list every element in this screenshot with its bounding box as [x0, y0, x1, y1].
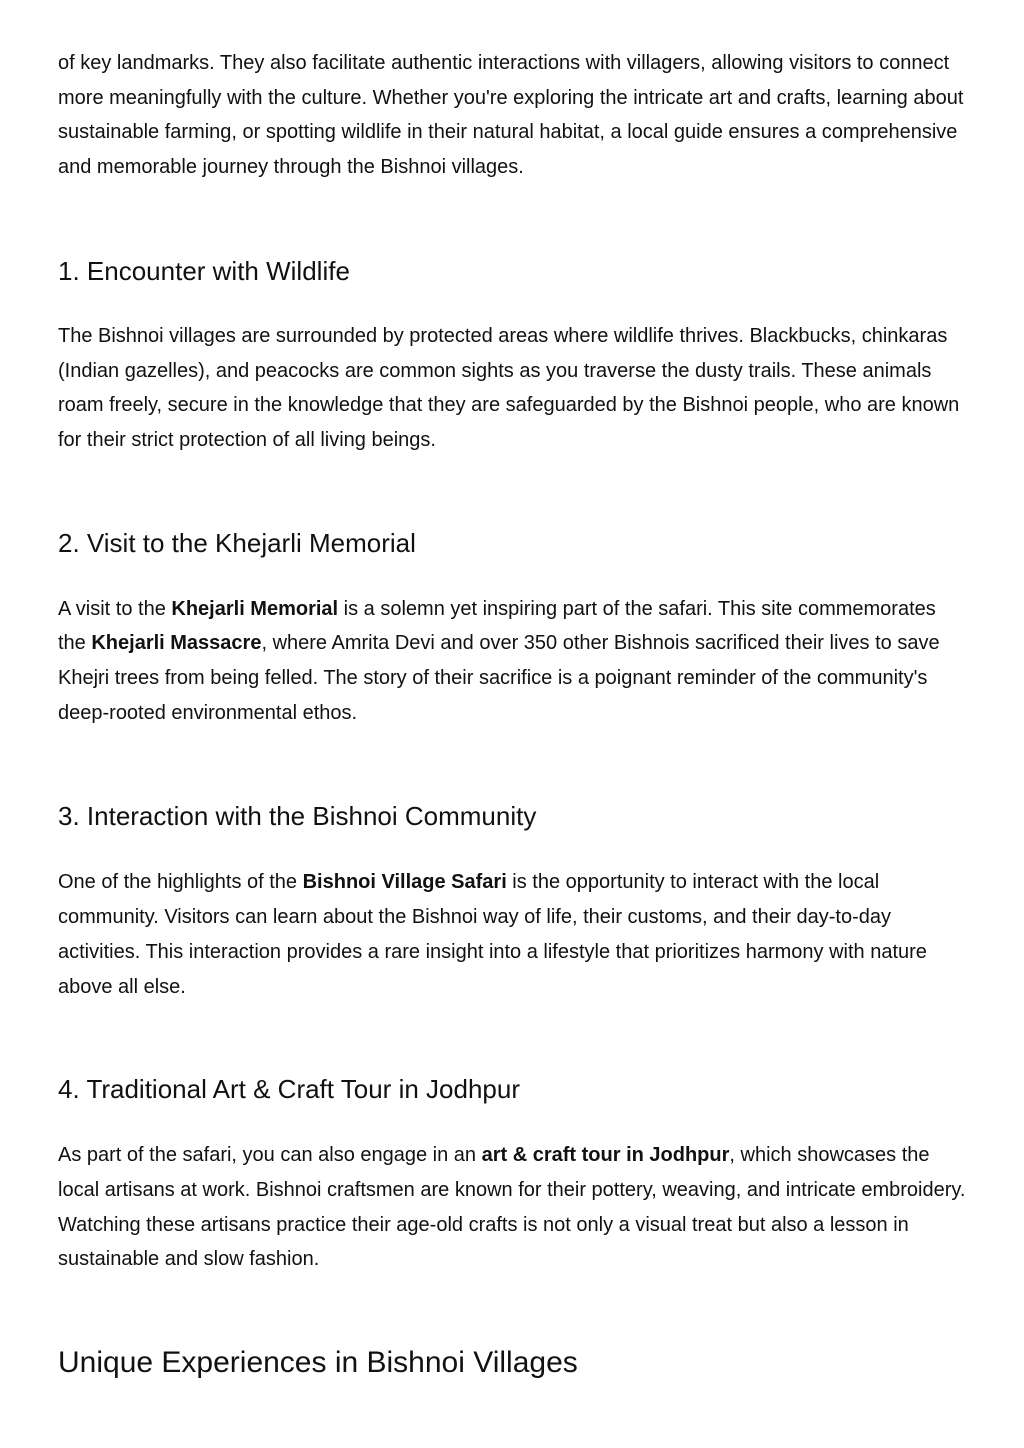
heading-unique-experiences: Unique Experiences in Bishnoi Villages — [58, 1346, 578, 1380]
bold-art-craft-tour-jodhpur: art & craft tour in Jodhpur — [481, 1144, 730, 1167]
text-span: As part of the safari, you can also engage in an — [58, 1144, 482, 1167]
paragraph-khejarli — [58, 592, 968, 731]
paragraph-interaction — [58, 865, 968, 1004]
heading-encounter-with-wildlife: 1. Encounter with Wildlife — [58, 255, 350, 286]
text-span: A visit to the — [58, 597, 172, 620]
text-span: is a solemn yet inspiring part of the safari. This site commemorates the — [58, 597, 936, 655]
text-span: , which showcases the local artisans at work. Bishnoi craftsmen are known for their pottery, weaving, and intricate embroidery. Watching these artisans practice their age-old crafts is not only a visual treat but also a lesson in sustainable and slow fashion. — [58, 1144, 966, 1271]
paragraph-wildlife: The Bishnoi villages are surrounded by protected areas where wildlife thrives. Blackbucks, chinkaras (Indian gazelles), and peacocks are common sights as you traverse the dusty trails. These animals roam freely, secure in the knowledge that they are safeguarded by the Bishnoi people, who are known for their strict protection of all living beings. — [58, 324, 960, 451]
heading-interaction-bishnoi-community: 3. Interaction with the Bishnoi Community — [58, 801, 537, 832]
intro-paragraph: of key landmarks. They also facilitate authentic interactions with villagers, allowing visitors to connect more meaningfully with the culture. Whether you're exploring the intricate art and crafts, learning about sustainable farming, or spotting wildlife in their natural habitat, a local guide ensures a comprehensive and memorable journey through the Bishnoi villages. — [58, 52, 964, 179]
bold-khejarli-memorial: Khejarli Memorial — [171, 597, 339, 620]
heading-art-craft-tour: 4. Traditional Art & Craft Tour in Jodhpur — [58, 1074, 520, 1105]
text-span: One of the highlights of the — [58, 871, 303, 894]
text-span: is the opportunity to interact with the local community. Visitors can learn about the Bishnoi way of life, their customs, and their day-to-day activities. This interaction provides a rare insight into a lifestyle that prioritizes harmony with nature above all else. — [58, 871, 927, 998]
heading-khejarli-memorial: 2. Visit to the Khejarli Memorial — [58, 527, 416, 558]
paragraph-art-craft — [58, 1138, 968, 1277]
text-span: , where Amrita Devi and over 350 other Bishnois sacrificed their lives to save Khejri trees from being felled. The story of their sacrifice is a poignant reminder of the community's deep-rooted environmental ethos. — [58, 632, 940, 724]
bold-khejarli-massacre: Khejarli Massacre — [91, 632, 262, 655]
bold-bishnoi-village-safari: Bishnoi Village Safari — [302, 871, 507, 894]
